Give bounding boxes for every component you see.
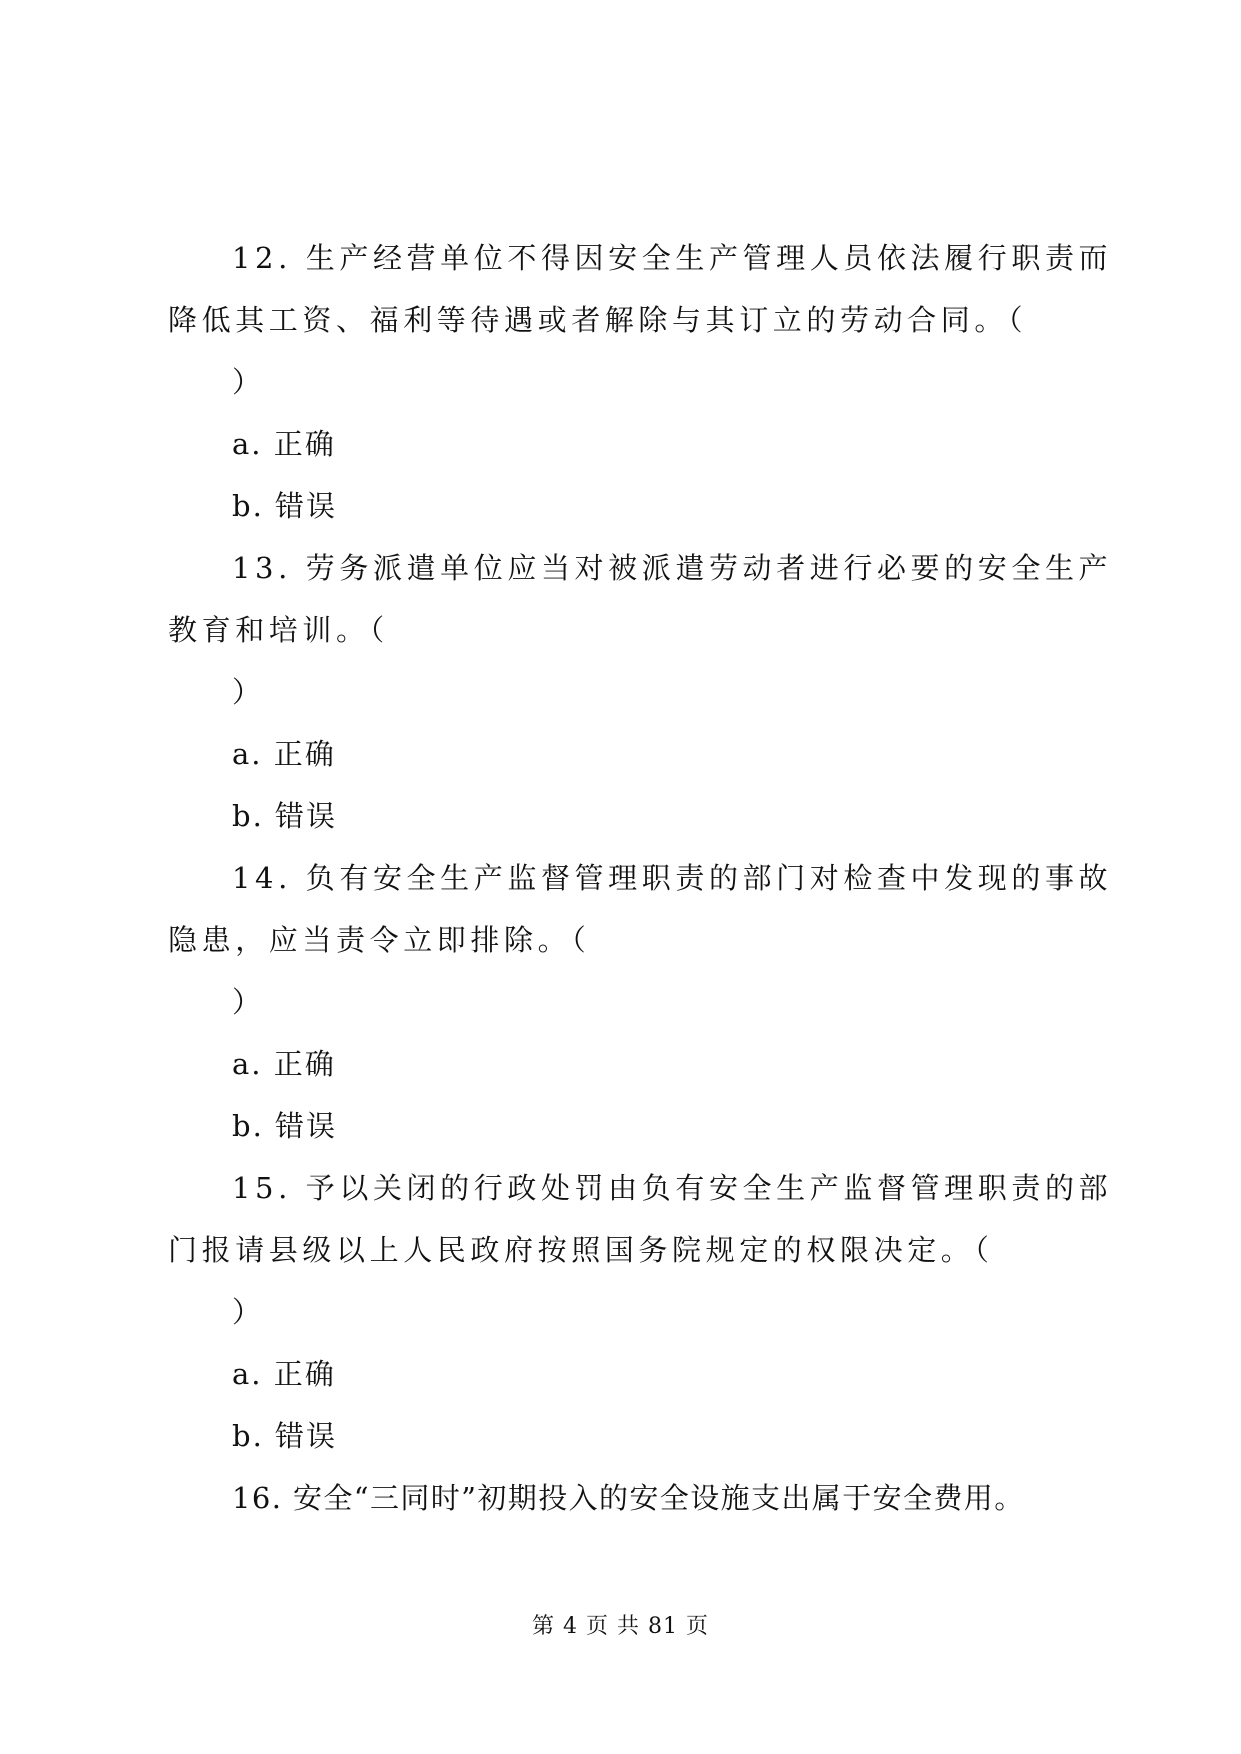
question-12-line-1: 12. 生产经营单位不得因安全生产管理人员依法履行职责而 (232, 241, 1113, 275)
question-14-answer-paren: ） (232, 985, 266, 1019)
question-12-line-2: 降低其工资、福利等待遇或者解除与其订立的劳动合同。（ (168, 303, 1028, 337)
question-15-line-1: 15. 予以关闭的行政处罚由负有安全生产监督管理职责的部 (232, 1171, 1113, 1205)
question-13-answer-paren: ） (232, 675, 266, 709)
page-number-footer: 第 4 页 共 81 页 (532, 1614, 709, 1639)
question-15-answer-paren: ） (232, 1295, 266, 1329)
question-15-option-a: a. 正确 (232, 1357, 336, 1391)
question-14-option-a: a. 正确 (232, 1047, 336, 1081)
question-13-option-b: b. 错误 (232, 799, 338, 833)
question-15-line-2: 门报请县级以上人民政府按照国务院规定的权限决定。（ (168, 1233, 994, 1267)
question-14-line-2: 隐患，应当责令立即排除。（ (168, 923, 591, 957)
question-13-option-a: a. 正确 (232, 737, 336, 771)
question-12-answer-paren: ） (232, 365, 266, 399)
question-13-line-2: 教育和培训。（ (168, 613, 389, 647)
question-12-option-b: b. 错误 (232, 489, 338, 523)
question-16-line-1: 16. 安全“三同时”初期投入的安全设施支出属于安全费用。 (232, 1481, 1025, 1515)
question-14-line-1: 14. 负有安全生产监督管理职责的部门对检查中发现的事故 (232, 861, 1113, 895)
question-13-line-1: 13. 劳务派遣单位应当对被派遣劳动者进行必要的安全生产 (232, 551, 1113, 585)
question-15-option-b: b. 错误 (232, 1419, 338, 1453)
question-12-option-a: a. 正确 (232, 427, 336, 461)
question-14-option-b: b. 错误 (232, 1109, 338, 1143)
